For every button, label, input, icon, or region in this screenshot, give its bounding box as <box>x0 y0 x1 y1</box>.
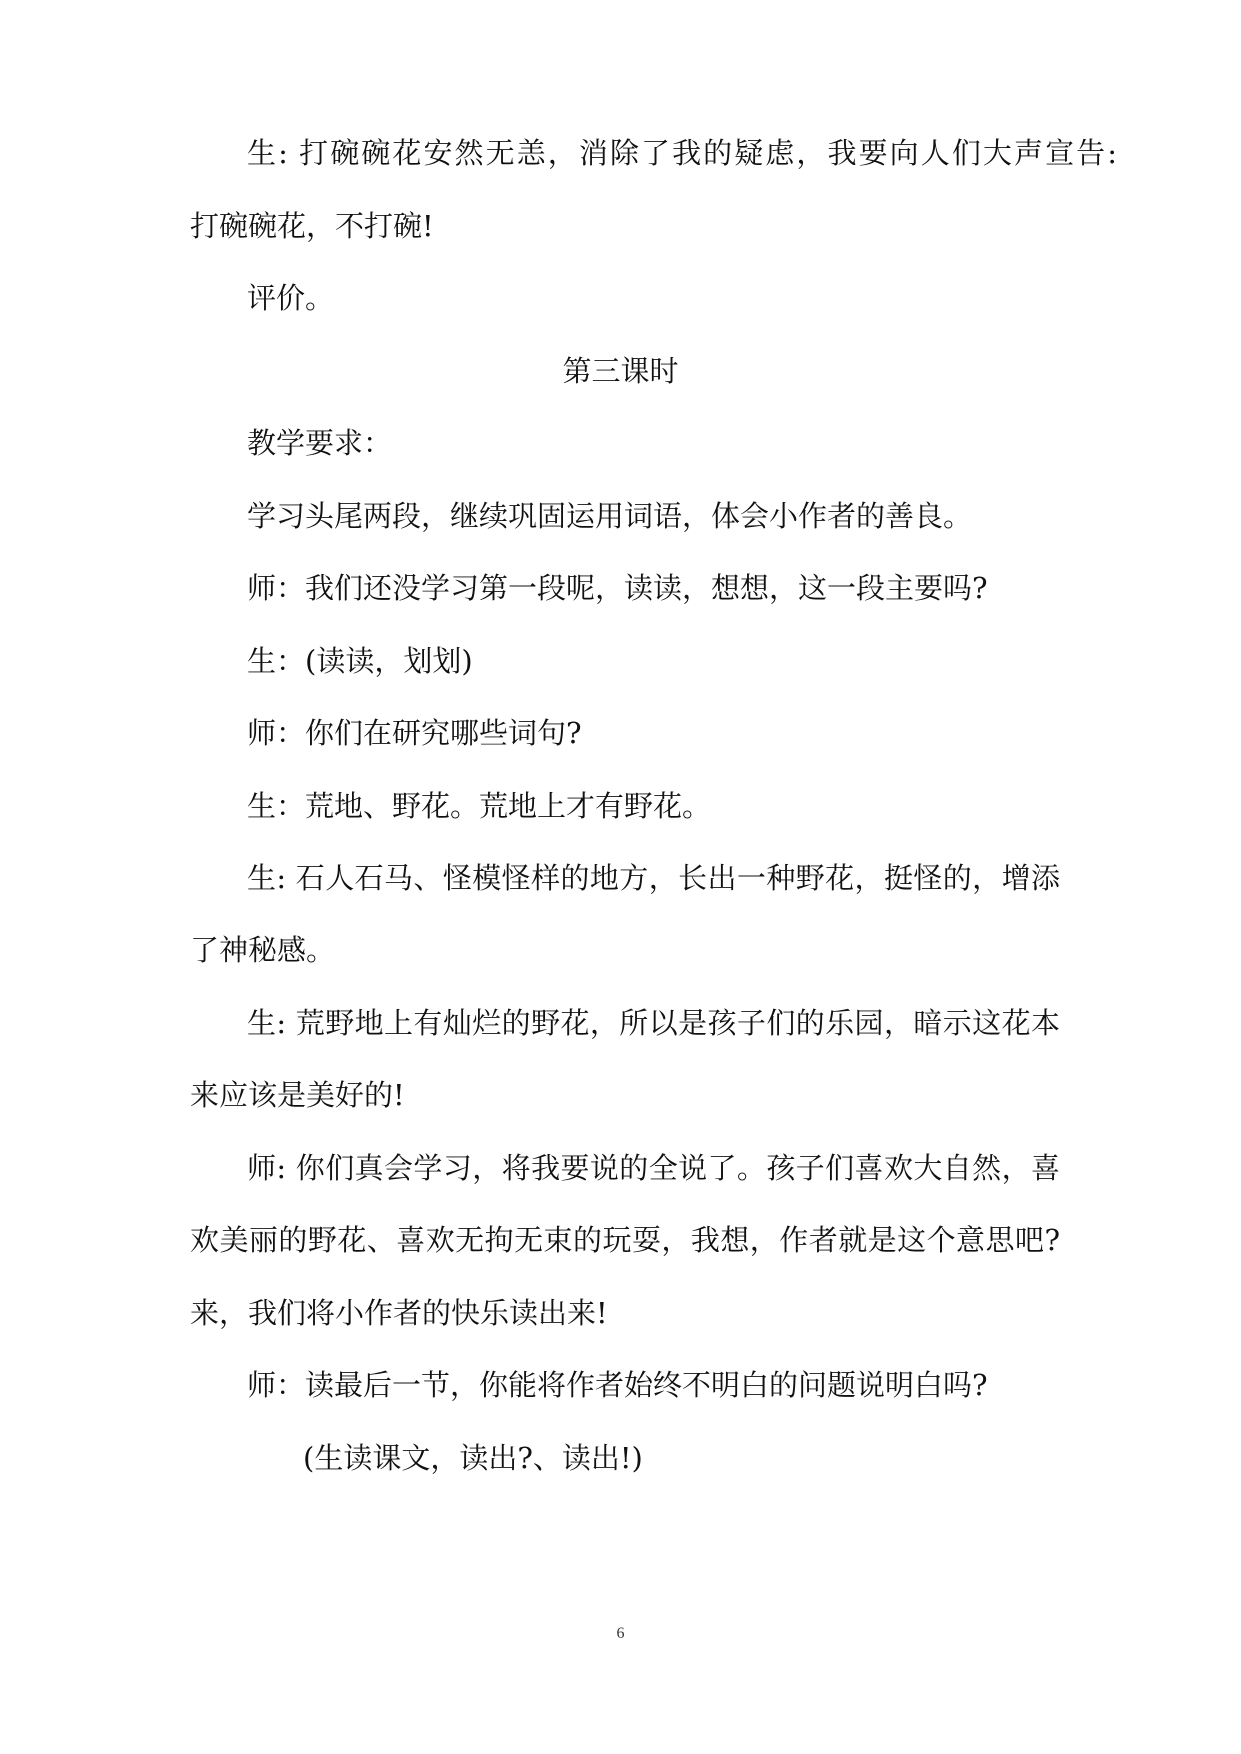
paragraph-line: (生读课文，读出?、读出!) <box>303 1441 643 1475</box>
paragraph-line: 生：荒地、野花。荒地上才有野花。 <box>247 789 712 823</box>
paragraph-line: 欢美丽的野花、喜欢无拘无束的玩耍，我想，作者就是这个意思吧? <box>190 1223 1060 1257</box>
paragraph-line: 评价。 <box>247 281 335 315</box>
paragraph-line: 学习头尾两段，继续巩固运用词语，体会小作者的善良。 <box>247 499 973 533</box>
paragraph-line: 打碗碗花，不打碗! <box>190 209 434 243</box>
paragraph-line: 教学要求： <box>247 426 393 460</box>
paragraph-line: 师：你们在研究哪些词句? <box>247 716 582 750</box>
paragraph-line: 来，我们将小作者的快乐读出来! <box>190 1296 608 1330</box>
page-number: 6 <box>616 1625 625 1642</box>
paragraph-line: 生：(读读，划划) <box>247 644 473 678</box>
paragraph-line: 来应该是美好的! <box>190 1078 405 1112</box>
section-heading: 第三课时 <box>562 354 679 388</box>
paragraph-line: 了神秘感。 <box>190 933 336 967</box>
paragraph-line: 师：我们还没学习第一段呢，读读，想想，这一段主要吗? <box>247 571 988 605</box>
paragraph-line: 师：读最后一节，你能将作者始终不明白的问题说明白吗? <box>247 1368 988 1402</box>
paragraph-line: 师: 你们真会学习，将我要说的全说了。孩子们喜欢大自然，喜 <box>247 1151 1060 1185</box>
paragraph-line: 生: 石人石马、怪模怪样的地方，长出一种野花，挺怪的，增添 <box>247 861 1060 895</box>
paragraph-line: 生: 荒野地上有灿烂的野花，所以是孩子们的乐园，暗示这花本 <box>247 1006 1060 1040</box>
paragraph-line: 生: 打碗碗花安然无恙，消除了我的疑虑，我要向人们大声宣告: <box>247 136 1117 170</box>
